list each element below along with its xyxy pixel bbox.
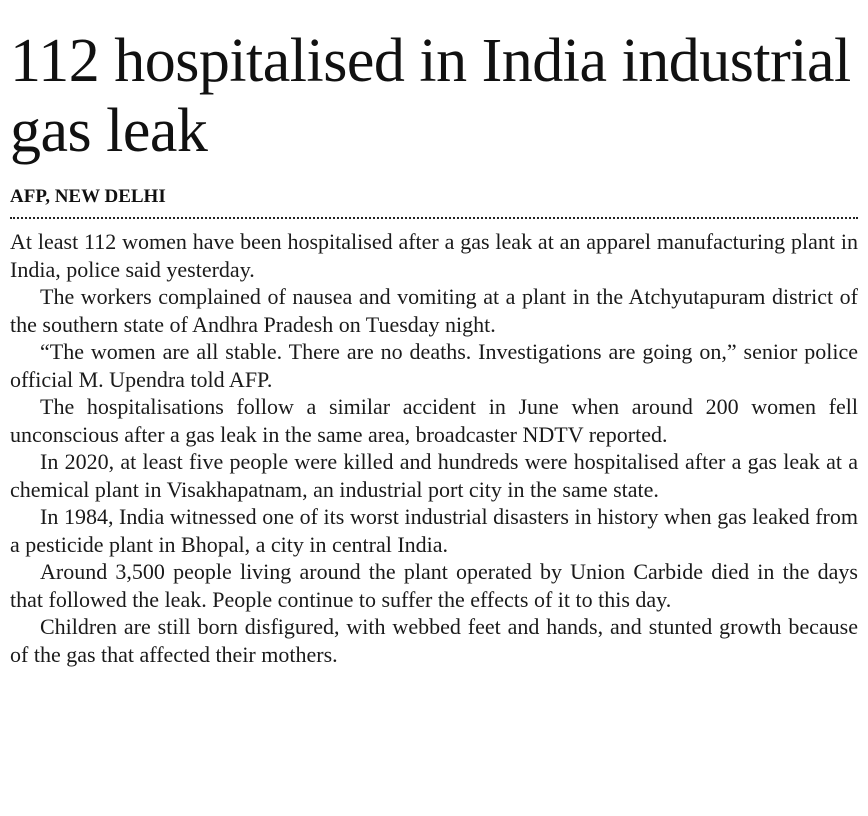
paragraph-4: The hospitalisations follow a similar accident in June when around 200 women fell unconscious after a gas leak in the same area, broadcaster NDTV reported. (10, 394, 858, 447)
paragraph-5: In 2020, at least five people were killed and hundreds were hospitalised after a gas leak at a chemical plant in Visakhapatnam, an industrial port city in the same state. (10, 449, 858, 502)
news-article (10, 26, 858, 668)
headline: 112 hospitalised in India industrial gas leak (10, 27, 851, 165)
paragraph-6: In 1984, India witnessed one of its worst industrial disasters in history when gas leaked from a pesticide plant in Bhopal, a city in central India. (10, 504, 858, 557)
article-body (10, 228, 858, 668)
paragraph-1: At least 112 women have been hospitalised after a gas leak at an apparel manufacturing plant in India, police said yesterday. (10, 229, 858, 282)
paragraph-3: “The women are all stable. There are no deaths. Investigations are going on,” senior police official M. Upendra told AFP. (10, 339, 858, 392)
dotted-divider (10, 217, 858, 219)
paragraph-2: The workers complained of nausea and vomiting at a plant in the Atchyutapuram district of the southern state of Andhra Pradesh on Tuesday night. (10, 284, 858, 337)
paragraph-7: Around 3,500 people living around the plant operated by Union Carbide died in the days that followed the leak. People continue to suffer the effects of it to this day. (10, 559, 858, 612)
paragraph-8: Children are still born disfigured, with webbed feet and hands, and stunted growth because of the gas that affected their mothers. (10, 614, 858, 667)
byline: AFP, NEW DELHI (10, 186, 166, 207)
